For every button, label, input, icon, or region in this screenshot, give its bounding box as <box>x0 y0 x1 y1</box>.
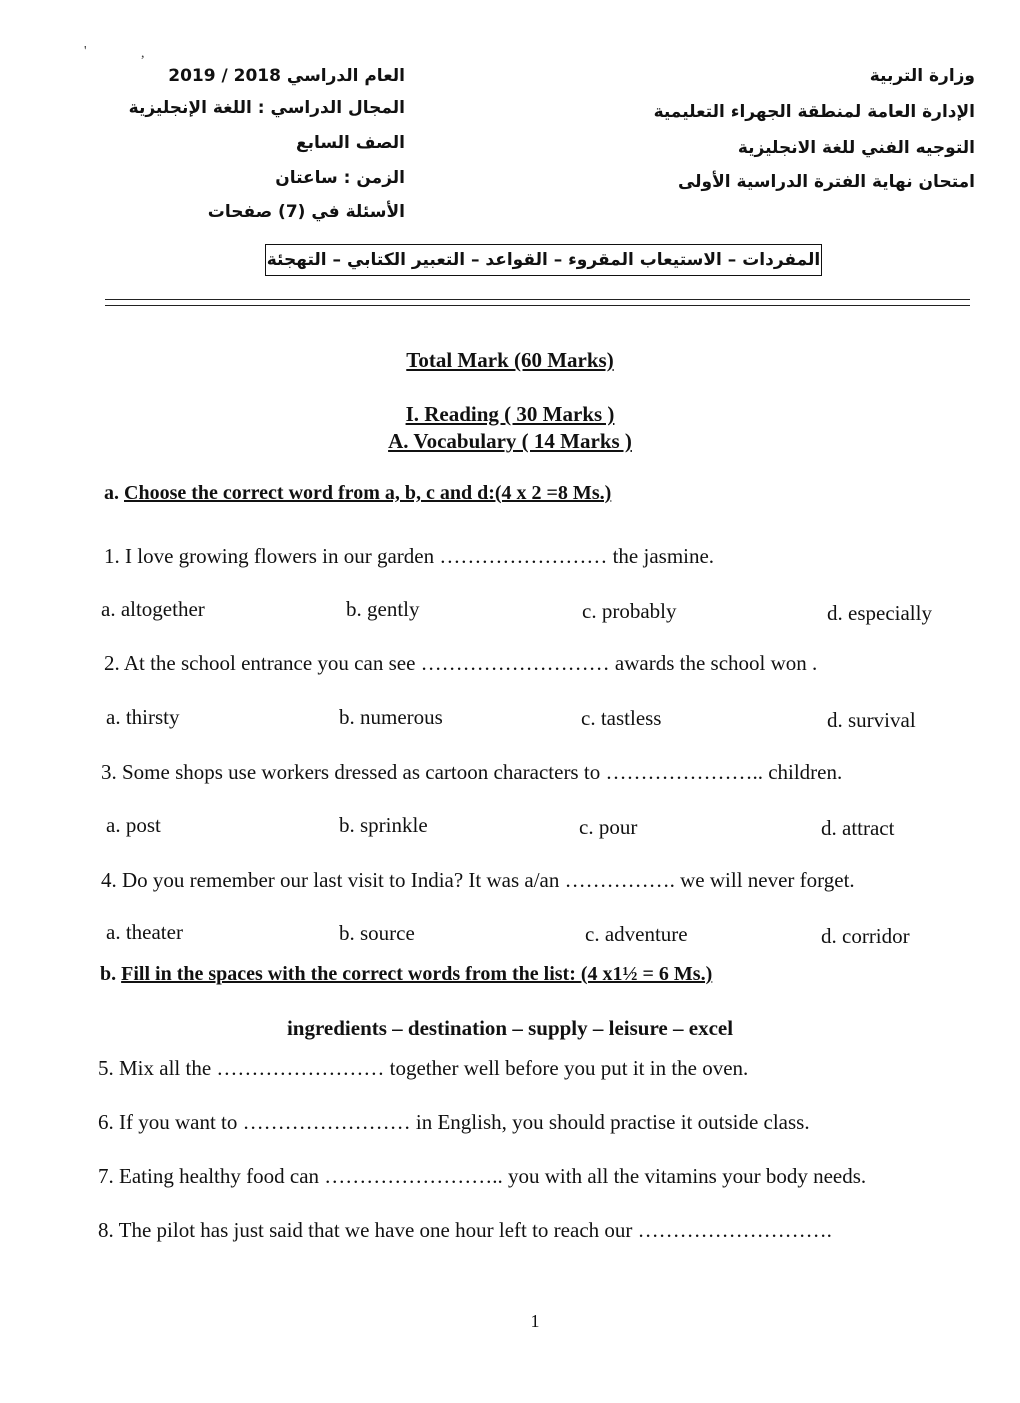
reading-title: I. Reading ( 30 Marks ) <box>405 402 615 426</box>
duration: الزمن : ساعتان <box>275 168 405 188</box>
q1-option-d: d. especially <box>827 601 932 625</box>
q1-option-b: b. gently <box>346 597 420 621</box>
part-b-instruction-text: Fill in the spaces with the correct words from the list: (4 x1½ = 6 Ms.) <box>121 963 713 985</box>
q2-option-c: c. tastless <box>581 706 662 730</box>
grade: الصف السابع <box>295 133 405 153</box>
question-7: 7. Eating healthy food can …………………….. you with all the vitamins your body needs. <box>98 1164 867 1188</box>
q3-option-a: a. post <box>106 813 161 837</box>
q1-option-c: c. probably <box>582 599 677 623</box>
part-b-letter: b. <box>100 963 117 985</box>
q3-option-d: d. attract <box>821 816 895 840</box>
part-a-instruction <box>104 482 611 505</box>
q4-option-c: c. adventure <box>585 922 688 946</box>
word-list: ingredients – destination – supply – leisure – excel <box>286 1016 734 1040</box>
q4-option-a: a. theater <box>106 920 183 944</box>
page-count: الأسئلة في (7) صفحات <box>207 202 405 222</box>
question-2: 2. At the school entrance you can see ……………………… awards the school won . <box>104 651 818 675</box>
page-number: 1 <box>530 1311 540 1331</box>
question-1: 1. I love growing flowers in our garden …………………… the jasmine. <box>104 544 715 568</box>
ministry-name: وزارة التربية <box>869 66 975 86</box>
question-5: 5. Mix all the …………………… together well before you put it in the oven. <box>98 1056 749 1080</box>
divider <box>105 305 970 306</box>
q2-option-b: b. numerous <box>339 705 443 729</box>
q4-option-d: d. corridor <box>821 924 910 948</box>
q2-option-a: a. thirsty <box>106 705 180 729</box>
academic-year: العام الدراسي 2018 / 2019 <box>168 66 405 86</box>
directorate-name: الإدارة العامة لمنطقة الجهراء التعليمية <box>653 102 975 122</box>
divider <box>105 299 970 300</box>
q3-option-b: b. sprinkle <box>339 813 428 837</box>
question-8: 8. The pilot has just said that we have one hour left to reach our ………………………. <box>98 1218 832 1242</box>
exam-name: امتحان نهاية الفترة الدراسية الأولى <box>677 172 975 192</box>
question-6: 6. If you want to …………………… in English, you should practise it outside class. <box>98 1110 810 1134</box>
part-b-instruction <box>100 963 712 986</box>
q2-option-d: d. survival <box>827 708 916 732</box>
q3-option-c: c. pour <box>579 815 638 839</box>
scan-mark: , <box>141 46 145 61</box>
sections-box: المفردات – الاستيعاب المقروء – القواعد – التعبير الكتابي – التهجئة <box>265 244 822 276</box>
vocabulary-title: A. Vocabulary ( 14 Marks ) <box>388 429 632 453</box>
total-mark: Total Mark (60 Marks) <box>406 348 614 372</box>
subject: المجال الدراسي : اللغة الإنجليزية <box>128 98 405 118</box>
question-4: 4. Do you remember our last visit to India? It was a/an ……………. we will never forget. <box>101 868 855 892</box>
part-a-instruction-text: Choose the correct word from a, b, c and d:(4 x 2 =8 Ms.) <box>124 482 612 504</box>
q4-option-b: b. source <box>339 921 415 945</box>
supervision-name: التوجيه الفني للغة الانجليزية <box>737 138 975 158</box>
q1-option-a: a. altogether <box>101 597 205 621</box>
question-3: 3. Some shops use workers dressed as cartoon characters to ………………….. children. <box>101 760 843 784</box>
scan-mark: ' <box>84 44 87 59</box>
part-a-letter: a. <box>104 482 119 504</box>
